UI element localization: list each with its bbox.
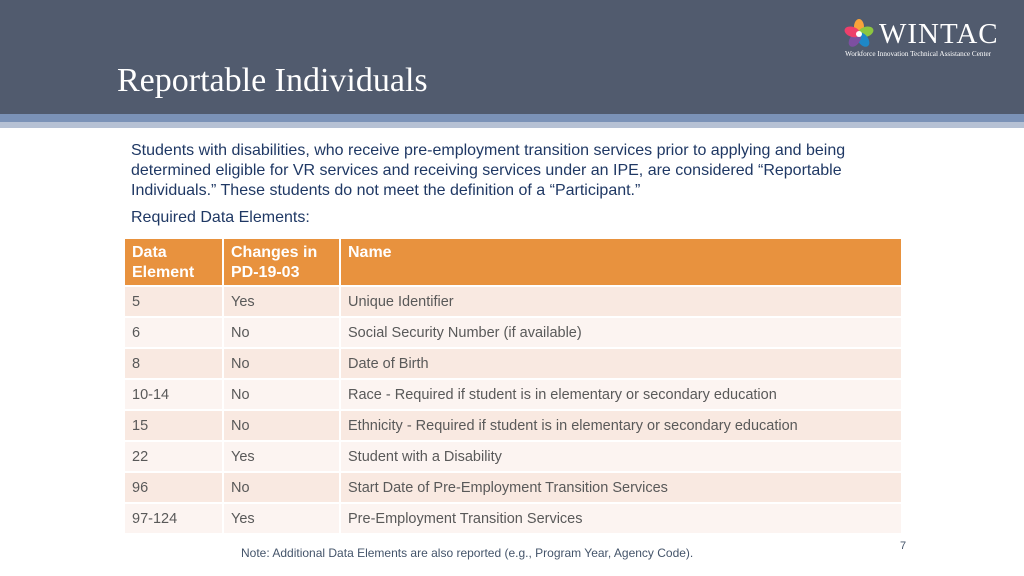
header-changes: Changes in PD-19-03 xyxy=(223,238,340,286)
cell-element: 97-124 xyxy=(124,503,223,534)
cell-name: Ethnicity - Required if student is in elementary or secondary education xyxy=(340,410,902,441)
table-row xyxy=(124,410,902,441)
cell-name: Unique Identifier xyxy=(340,286,902,317)
table-row xyxy=(124,317,902,348)
cell-name: Social Security Number (if available) xyxy=(340,317,902,348)
header-data-element: Data Element xyxy=(124,238,223,286)
cell-changes: No xyxy=(223,348,340,379)
page-title: Reportable Individuals xyxy=(117,62,428,99)
footnote: Note: Additional Data Elements are also reported (e.g., Program Year, Agency Code). xyxy=(241,546,694,560)
cell-name: Date of Birth xyxy=(340,348,902,379)
table-header-row xyxy=(124,238,902,286)
cell-name: Pre-Employment Transition Services xyxy=(340,503,902,534)
logo-tagline: Workforce Innovation Technical Assistance Center xyxy=(845,50,992,58)
wintac-logo xyxy=(843,18,1013,60)
cell-name: Start Date of Pre-Employment Transition Services xyxy=(340,472,902,503)
cell-element: 6 xyxy=(124,317,223,348)
table-row xyxy=(124,379,902,410)
cell-changes: No xyxy=(223,379,340,410)
table-row xyxy=(124,503,902,534)
table-row xyxy=(124,472,902,503)
cell-name: Race - Required if student is in elementary or secondary education xyxy=(340,379,902,410)
cell-changes: Yes xyxy=(223,441,340,472)
table-row xyxy=(124,441,902,472)
logo-name: WINTAC xyxy=(879,18,999,50)
header-stripe-light xyxy=(0,122,1024,128)
cell-changes: Yes xyxy=(223,286,340,317)
cell-changes: No xyxy=(223,410,340,441)
cell-name: Student with a Disability xyxy=(340,441,902,472)
cell-changes: No xyxy=(223,472,340,503)
cell-element: 8 xyxy=(124,348,223,379)
header-stripe xyxy=(0,114,1024,122)
data-elements-table xyxy=(123,237,903,535)
cell-element: 5 xyxy=(124,286,223,317)
table-row xyxy=(124,286,902,317)
required-data-label: Required Data Elements: xyxy=(131,209,310,226)
intro-text: Students with disabilities, who receive pre-employment transition services prior to applying and being determined eligible for VR services and receiving services under an IPE, are considered “Reportable Individuals.” These students do not meet the definition of a “Participant.” xyxy=(131,142,846,199)
cell-element: 10-14 xyxy=(124,379,223,410)
cell-changes: No xyxy=(223,317,340,348)
wintac-flower-icon xyxy=(843,18,875,50)
cell-changes: Yes xyxy=(223,503,340,534)
cell-element: 96 xyxy=(124,472,223,503)
cell-element: 15 xyxy=(124,410,223,441)
table-row xyxy=(124,348,902,379)
header-name: Name xyxy=(340,238,902,286)
cell-element: 22 xyxy=(124,441,223,472)
page-number: 7 xyxy=(900,540,907,552)
